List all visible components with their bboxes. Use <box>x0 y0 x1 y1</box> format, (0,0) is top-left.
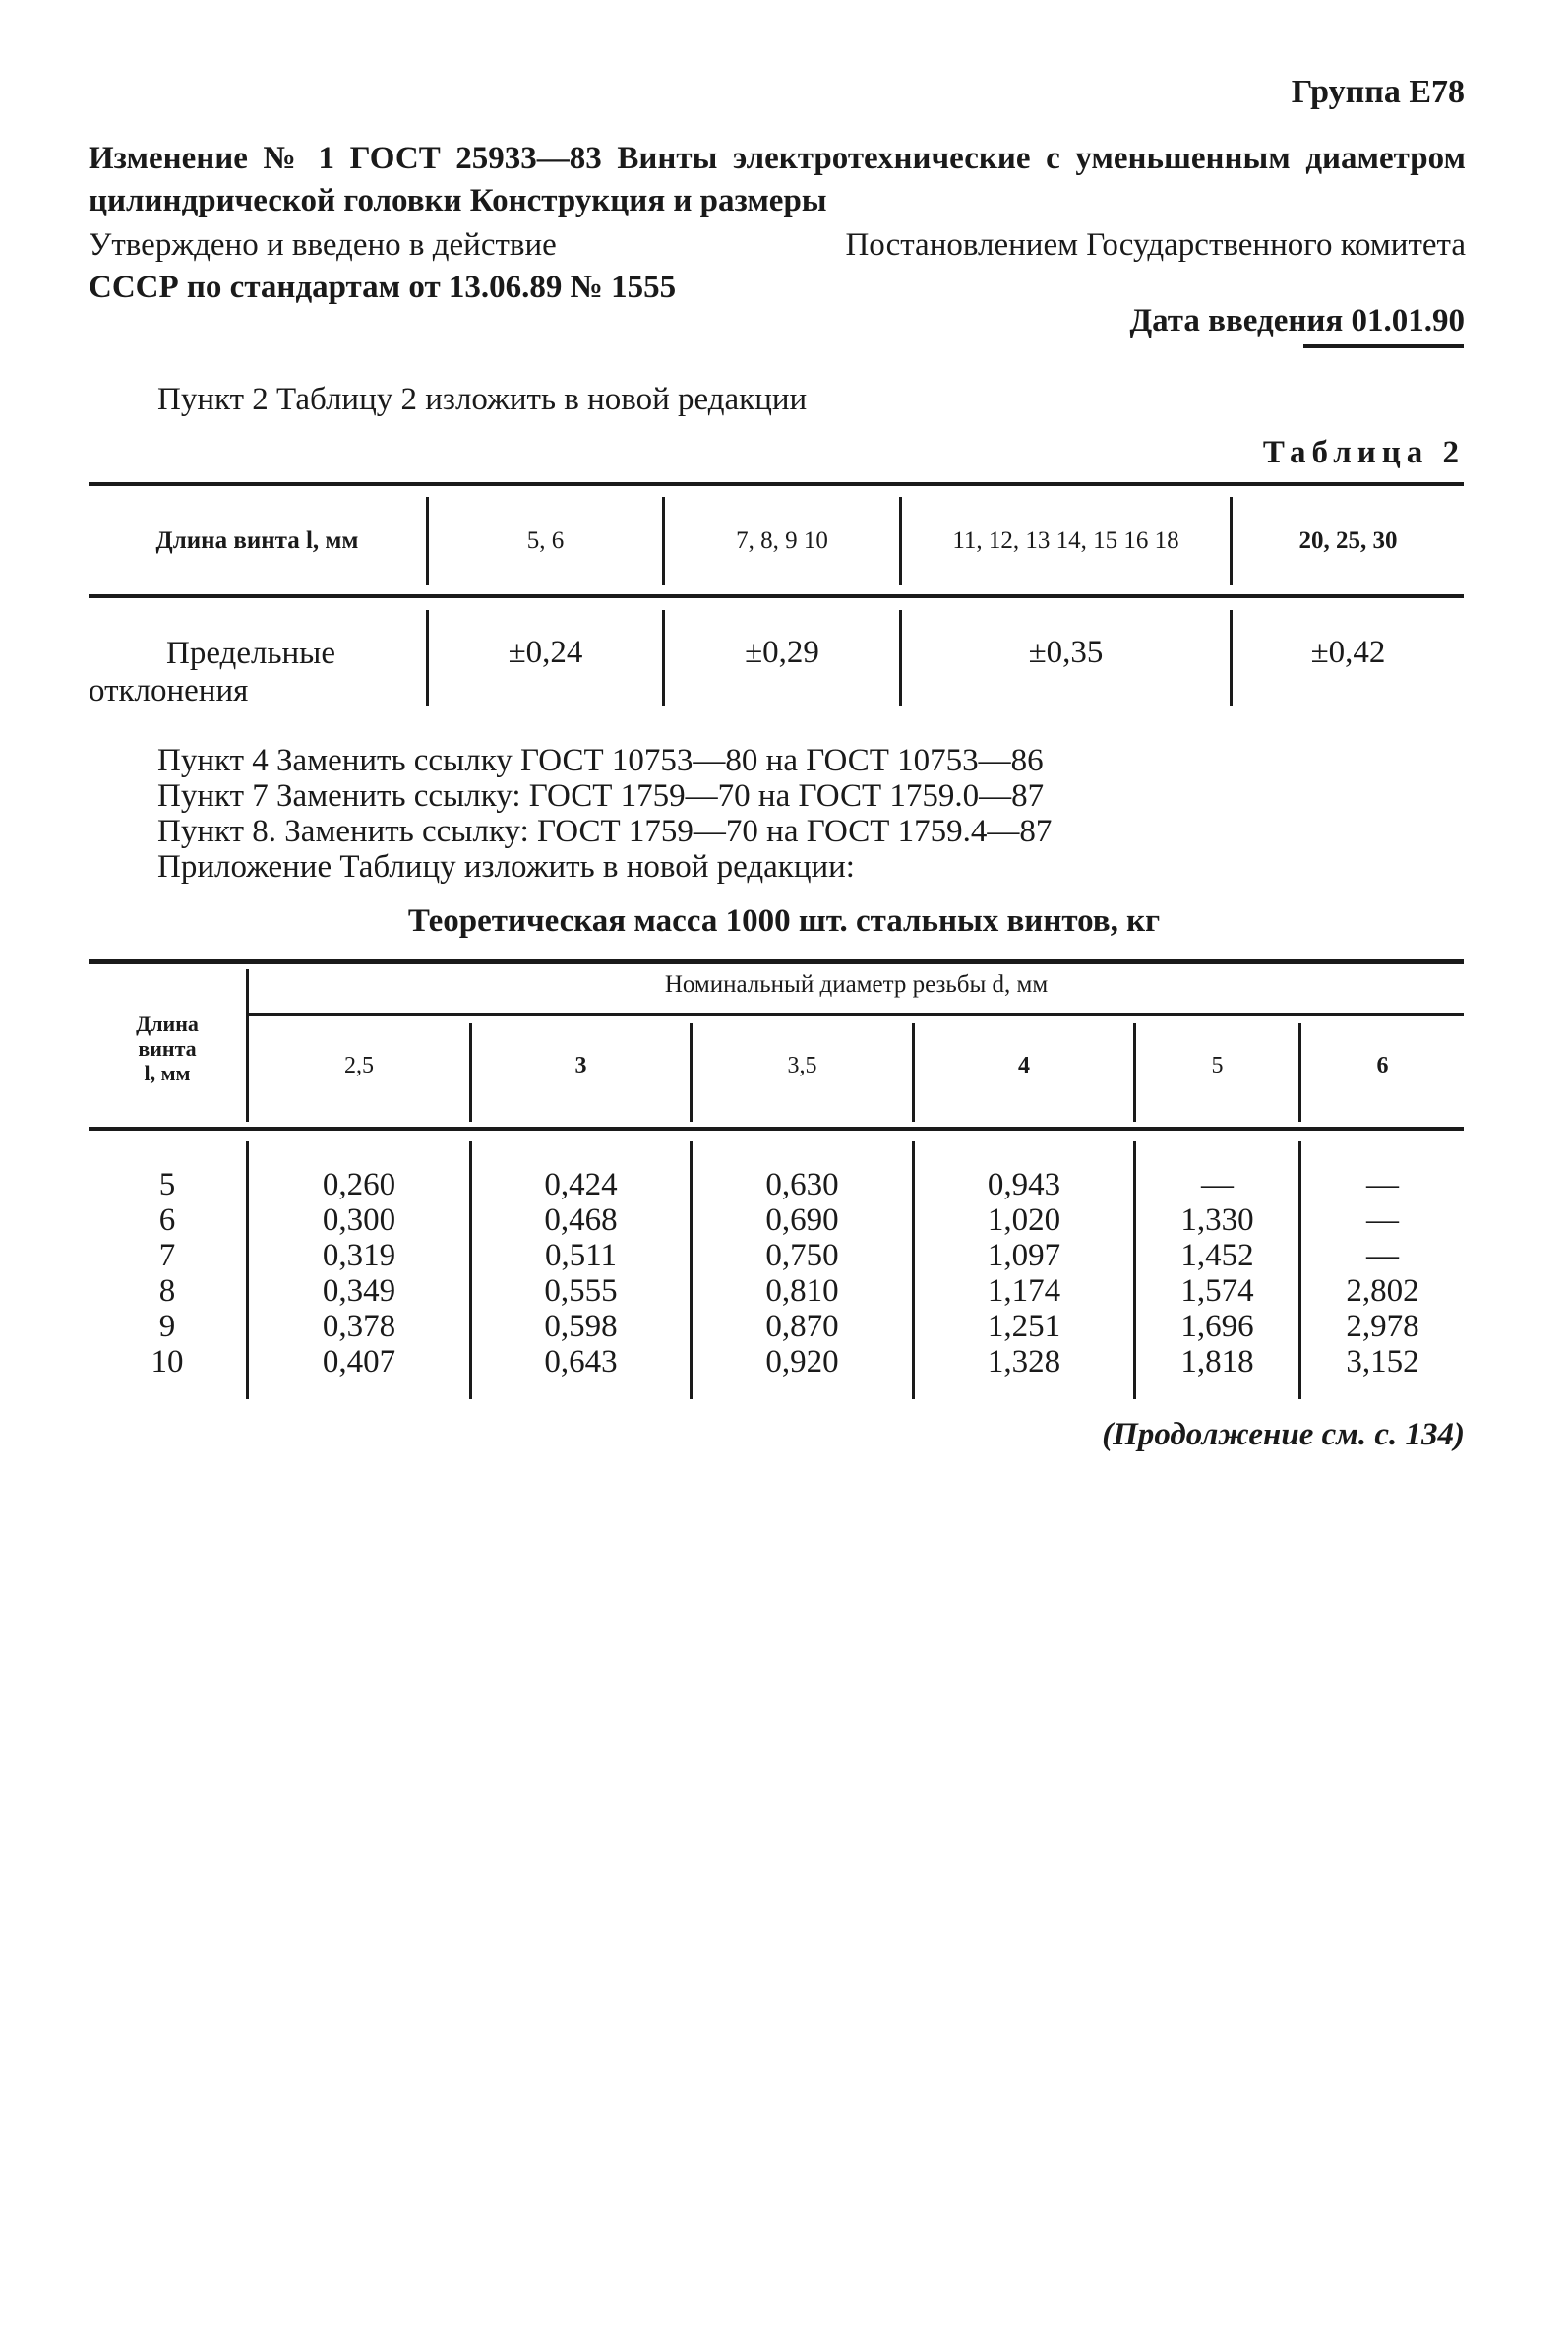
effective-date: 01.01.90 <box>1351 303 1465 338</box>
mass-column-d5 <box>1136 1167 1298 1380</box>
mass-cell: 2,802 <box>1346 1273 1419 1309</box>
mass-table-row-header-line3: l, мм <box>144 1061 191 1085</box>
diameter-header: 3,5 <box>787 1053 817 1078</box>
mass-cell: — <box>1366 1167 1399 1202</box>
table2-caption: Таблица 2 <box>1262 435 1465 470</box>
clause-item: Пункт 4 Заменить ссылку ГОСТ 10753—80 на ГОСТ 10753—86 <box>157 743 1044 778</box>
approval-line2: СССР по стандартам от 13.06.89 № 1555 <box>89 270 677 305</box>
mass-cell: 0,468 <box>544 1202 618 1238</box>
mass-cell: 1,020 <box>987 1202 1061 1238</box>
mass-table-row-header-line2: винта <box>138 1036 197 1061</box>
mass-cell: 2,978 <box>1346 1309 1419 1344</box>
clause-2: Пункт 2 Таблицу 2 изложить в новой редакции <box>157 382 808 417</box>
mass-cell: 0,424 <box>544 1167 618 1202</box>
table2-column-header: 7, 8, 9 10 <box>736 527 828 554</box>
diameter-header: 5 <box>1211 1053 1224 1078</box>
table2-header-border <box>89 594 1464 598</box>
mass-table-row-header-line1: Длина <box>136 1012 199 1036</box>
mass-cell: 0,690 <box>765 1202 839 1238</box>
mass-cell: 0,349 <box>322 1273 396 1309</box>
mass-cell: 1,097 <box>987 1238 1061 1273</box>
table2-column-header: 20, 25, 30 <box>1298 527 1398 554</box>
mass-cell: 1,574 <box>1180 1273 1254 1309</box>
clause-item: Пункт 8. Заменить ссылку: ГОСТ 1759—70 на ГОСТ 1759.4—87 <box>157 814 1053 849</box>
mass-cell: 0,630 <box>765 1167 839 1202</box>
document-title: Изменение № 1 ГОСТ 25933—83 Винты электротехнические с уменьшенным диаметром цилиндрической головки Конструкция и размеры <box>89 141 1466 218</box>
mass-cell: 0,319 <box>322 1238 396 1273</box>
mass-cell: — <box>1201 1167 1234 1202</box>
table2-column-header: 11, 12, 13 14, 15 16 18 <box>952 527 1179 554</box>
mass-column-d3 <box>472 1167 690 1380</box>
mass-cell: 1,818 <box>1180 1344 1254 1380</box>
mass-cell: — <box>1366 1202 1399 1238</box>
mass-column-d3-5 <box>693 1167 912 1380</box>
mass-cell: 1,328 <box>987 1344 1061 1380</box>
mass-column-d4 <box>915 1167 1133 1380</box>
mass-cell: 3,152 <box>1346 1344 1419 1380</box>
mass-cell: 0,750 <box>765 1238 839 1273</box>
effective-label: Дата введения <box>1129 303 1344 338</box>
approval-block <box>89 224 1466 309</box>
length-value: 9 <box>158 1309 176 1344</box>
diameter-header: 6 <box>1376 1053 1389 1078</box>
mass-cell: 0,378 <box>322 1309 396 1344</box>
mass-column-d2-5 <box>249 1167 469 1380</box>
mass-column-d6 <box>1301 1167 1464 1380</box>
mass-cell: 0,943 <box>987 1167 1061 1202</box>
mass-cell: 0,511 <box>544 1238 618 1273</box>
table2-value: ±0,24 <box>508 635 583 670</box>
group-label: Группа Е78 <box>1291 74 1465 110</box>
mass-cell: 0,260 <box>322 1167 396 1202</box>
length-value: 5 <box>158 1167 176 1202</box>
mass-cell: 0,643 <box>544 1344 618 1380</box>
table2-row-label <box>89 635 413 709</box>
mass-cell: 0,870 <box>765 1309 839 1344</box>
mass-table-group-border <box>249 1013 1464 1016</box>
effective-date-line <box>1129 303 1465 339</box>
mass-cell: 0,920 <box>765 1344 839 1380</box>
mass-cell: 1,330 <box>1180 1202 1254 1238</box>
mass-cell: 1,174 <box>987 1273 1061 1309</box>
continuation-note: (Продолжение см. с. 134) <box>1102 1417 1465 1452</box>
mass-cell: 0,598 <box>544 1309 618 1344</box>
table2-row-label-line1: Предельные <box>166 636 335 671</box>
mass-table-title: Теоретическая масса 1000 шт. стальных винтов, кг <box>407 903 1161 939</box>
diameter-header: 4 <box>1018 1053 1030 1078</box>
table2-top-border <box>89 482 1464 486</box>
table2-value: ±0,35 <box>1028 635 1104 670</box>
mass-cell: 0,300 <box>322 1202 396 1238</box>
diameter-header: 3 <box>574 1053 587 1078</box>
table2-row-header: Длина винта l, мм <box>155 527 359 554</box>
table2-value: ±0,29 <box>745 635 819 670</box>
approval-line1-right: Постановлением Государственного комитета <box>845 227 1466 263</box>
length-column <box>89 1167 246 1380</box>
mass-cell: 0,810 <box>765 1273 839 1309</box>
mass-cell: 1,251 <box>987 1309 1061 1344</box>
clause-item: Пункт 7 Заменить ссылку: ГОСТ 1759—70 на ГОСТ 1759.0—87 <box>157 778 1045 814</box>
clause-item: Приложение Таблицу изложить в новой редакции: <box>157 849 855 885</box>
effective-date-underline <box>1303 344 1464 348</box>
mass-table-top-border <box>89 959 1464 964</box>
mass-table-group-header: Номинальный диаметр резьбы d, мм <box>664 971 1049 998</box>
diameter-header: 2,5 <box>344 1053 374 1078</box>
clauses-list <box>157 743 1052 885</box>
length-value: 6 <box>158 1202 176 1238</box>
mass-table-header-border <box>89 1127 1464 1131</box>
mass-cell: — <box>1366 1238 1399 1273</box>
mass-cell: 0,407 <box>322 1344 396 1380</box>
table2-column-header: 5, 6 <box>526 527 565 554</box>
length-value: 10 <box>151 1344 184 1380</box>
mass-table-row-header <box>89 1012 246 1085</box>
table2-row-label-line2: отклонения <box>89 673 249 708</box>
mass-cell: 1,452 <box>1180 1238 1254 1273</box>
length-value: 8 <box>158 1273 176 1309</box>
length-value: 7 <box>158 1238 176 1273</box>
approval-line1-left: Утверждено и введено в действие <box>89 227 557 263</box>
mass-cell: 1,696 <box>1180 1309 1254 1344</box>
table2-value: ±0,42 <box>1310 635 1386 670</box>
mass-cell: 0,555 <box>544 1273 618 1309</box>
